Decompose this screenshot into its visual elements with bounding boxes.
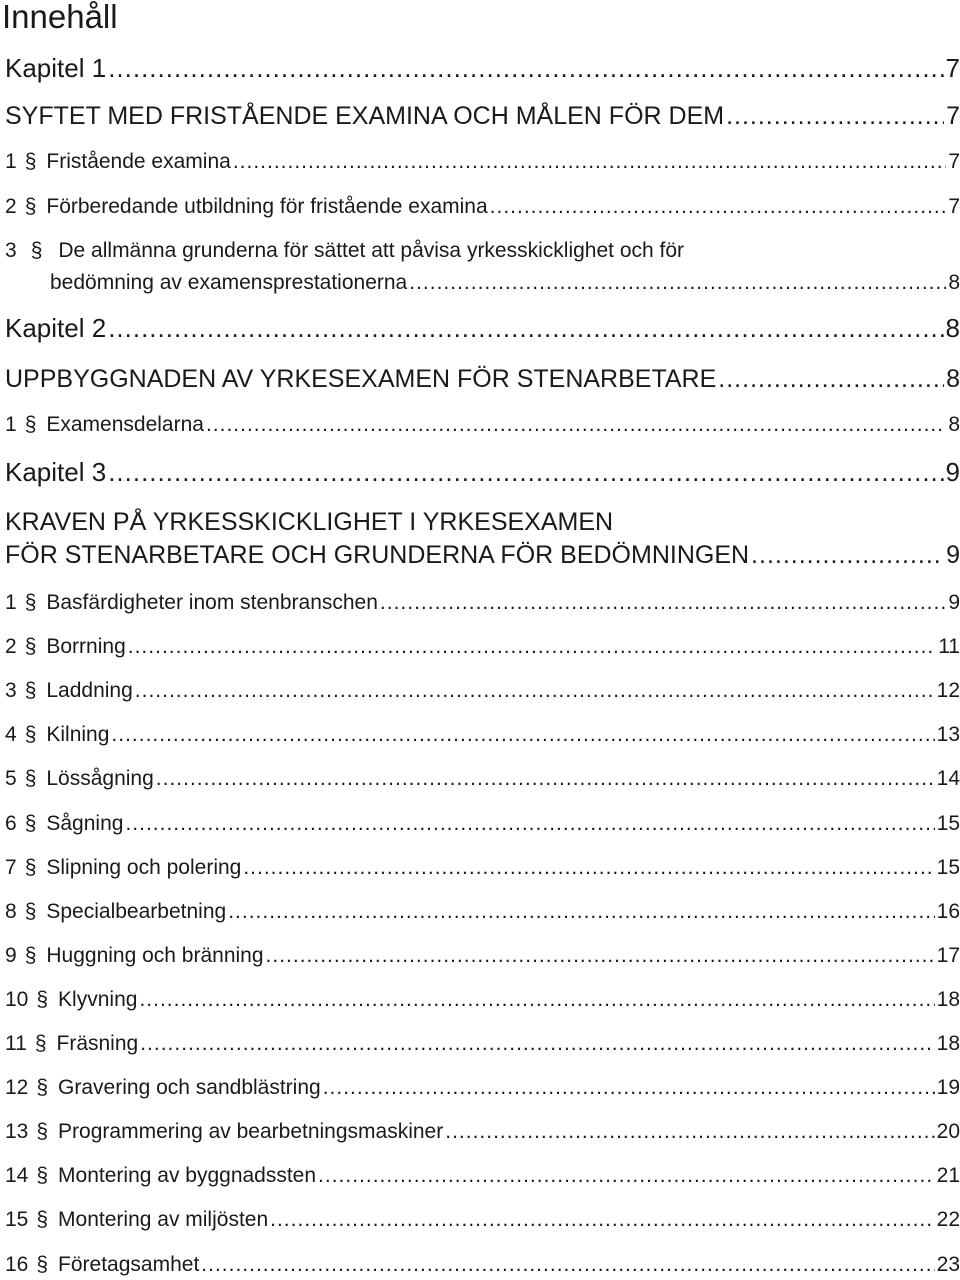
section-text: Slipning och polering (46, 855, 242, 879)
section-sign: § (36, 1076, 49, 1100)
section-text: Klyvning (58, 987, 138, 1011)
page-number: 7 (945, 53, 960, 83)
page-number: 15 (936, 811, 960, 835)
page-number: 17 (936, 943, 960, 967)
heading-line1: KRAVEN PÅ YRKESSKICKLIGHET I YRKESEXAMEN (5, 508, 614, 536)
page-number: 23 (936, 1252, 960, 1276)
section-sign: § (24, 943, 37, 967)
section-number: 14 (5, 1164, 29, 1188)
dot-leader (201, 1250, 934, 1280)
page-number: 8 (948, 271, 960, 294)
section-number: 9 (5, 943, 17, 967)
dot-leader (156, 764, 935, 794)
section-text: Examensdelarna (46, 413, 204, 436)
dot-leader (266, 941, 935, 971)
section-sign: § (24, 150, 37, 173)
toc-entry-section[interactable] (5, 410, 960, 440)
section-number: 6 (5, 811, 17, 835)
entry-label (5, 764, 154, 794)
section-sign: § (36, 1252, 49, 1276)
page-number: 20 (936, 1120, 960, 1144)
entry-label (5, 1073, 321, 1103)
toc-entry-section[interactable] (5, 853, 960, 883)
section-text: Laddning (46, 679, 133, 703)
section-sign: § (36, 1164, 49, 1188)
dot-leader (323, 1073, 935, 1103)
dot-leader (751, 538, 944, 572)
dot-leader (409, 268, 946, 298)
section-number: 3 (5, 679, 17, 703)
toc-entry-chapter-2[interactable] (5, 311, 960, 345)
toc-entry-section[interactable] (5, 809, 960, 839)
section-text: Kilning (46, 723, 110, 747)
toc-entry-chapter-1[interactable] (5, 51, 960, 85)
section-text: Huggning och bränning (46, 943, 264, 967)
entry-label (5, 897, 226, 927)
entry-label (5, 720, 109, 750)
dot-leader (445, 1117, 934, 1147)
page-number: 14 (936, 767, 960, 791)
toc-title: Innehåll (2, 0, 118, 35)
entry-label: Kapitel 1 (5, 53, 107, 83)
toc-entry-section[interactable] (5, 1073, 960, 1103)
page-number: 13 (936, 723, 960, 747)
section-number: 3 (5, 239, 17, 262)
entry-label (5, 1250, 199, 1280)
toc-entry-section[interactable] (5, 1250, 960, 1280)
entry-label (5, 941, 264, 971)
section-number: 13 (5, 1120, 29, 1144)
page-number: 12 (936, 679, 960, 703)
toc-entry-section-multiline[interactable] (5, 236, 684, 266)
toc-entry-section-multiline-cont[interactable] (50, 268, 960, 298)
entry-label (5, 853, 241, 883)
section-text: Borrning (46, 635, 126, 659)
page-number: 8 (946, 365, 960, 393)
dot-leader (490, 192, 947, 222)
section-text: Gravering och sandblästring (58, 1076, 321, 1100)
entry-label (5, 1205, 268, 1235)
page-number: 18 (936, 987, 960, 1011)
toc-entry-heading-2[interactable] (5, 362, 960, 396)
toc-entry-section[interactable] (5, 1117, 960, 1147)
toc-entry-section[interactable] (5, 941, 960, 971)
section-number: 11 (5, 1032, 27, 1055)
section-number: 1 (5, 591, 17, 614)
page-number: 9 (945, 457, 960, 487)
dot-leader (125, 809, 934, 839)
section-sign: § (30, 239, 43, 262)
section-sign: § (24, 899, 37, 923)
heading-line2: FÖR STENARBETARE OCH GRUNDERNA FÖR BEDÖMNINGEN (5, 541, 750, 569)
dot-leader (108, 51, 943, 85)
page-number: 22 (936, 1208, 960, 1232)
section-sign: § (24, 811, 37, 835)
entry-label (5, 588, 378, 618)
section-sign: § (36, 1208, 49, 1232)
page-number: 7 (946, 102, 960, 130)
page-number: 9 (946, 541, 960, 569)
toc-entry-section[interactable] (5, 985, 960, 1015)
toc-entry-heading-3-cont[interactable] (5, 538, 960, 572)
section-number: 12 (5, 1076, 29, 1100)
dot-leader (718, 362, 944, 396)
section-number: 2 (5, 635, 17, 659)
toc-entry-chapter-3[interactable] (5, 455, 960, 489)
section-number: 16 (5, 1252, 29, 1276)
dot-leader (228, 897, 934, 927)
page-number: 19 (936, 1076, 960, 1100)
page-number: 11 (938, 635, 960, 659)
section-sign: § (24, 855, 37, 879)
section-sign: § (34, 1032, 47, 1055)
page-number: 8 (948, 413, 960, 436)
page-number: 16 (936, 899, 960, 923)
section-number: 5 (5, 767, 17, 791)
toc-entry-section[interactable] (5, 1205, 960, 1235)
entry-label (5, 1117, 443, 1147)
section-sign: § (24, 413, 37, 436)
section-number: 1 (5, 413, 17, 436)
section-text-line1: De allmänna grunderna för sättet att påvisa yrkesskicklighet och för (58, 239, 685, 262)
entry-label (5, 147, 231, 177)
section-text: Lössågning (46, 767, 154, 791)
section-sign: § (24, 591, 37, 614)
section-number: 4 (5, 723, 17, 747)
section-sign: § (36, 987, 49, 1011)
toc-entry-heading-3[interactable] (5, 505, 613, 539)
toc-entry-section[interactable] (5, 897, 960, 927)
section-number: 2 (5, 195, 17, 218)
dot-leader (108, 311, 943, 345)
section-sign: § (24, 679, 37, 703)
page-number: 9 (948, 591, 960, 614)
section-number: 15 (5, 1208, 29, 1232)
dot-leader (128, 632, 936, 662)
toc-entry-section[interactable] (5, 147, 960, 177)
entry-label: SYFTET MED FRISTÅENDE EXAMINA OCH MÅLEN FÖR DEM (5, 102, 725, 130)
dot-leader (318, 1161, 935, 1191)
section-number: 8 (5, 899, 17, 923)
entry-label (5, 1029, 138, 1059)
section-sign: § (24, 635, 37, 659)
section-number: 7 (5, 855, 17, 879)
section-text: Fristående examina (46, 150, 231, 173)
page-number: 15 (936, 855, 960, 879)
entry-label: Kapitel 3 (5, 457, 107, 487)
section-text: Montering av byggnadssten (58, 1164, 317, 1188)
toc-entry-section[interactable] (5, 632, 960, 662)
entry-label (5, 1161, 316, 1191)
page-number: 21 (936, 1164, 960, 1188)
entry-label: UPPBYGGNADEN AV YRKESEXAMEN FÖR STENARBETARE (5, 365, 717, 393)
section-text-line2: bedömning av examensprestationerna (50, 271, 408, 294)
section-sign: § (24, 195, 37, 218)
entry-label (5, 985, 137, 1015)
section-text: Basfärdigheter inom stenbranschen (46, 591, 378, 614)
toc-entry-section[interactable] (5, 764, 960, 794)
toc-entry-section[interactable] (5, 1161, 960, 1191)
dot-leader (270, 1205, 935, 1235)
entry-label: Kapitel 2 (5, 313, 107, 343)
toc-entry-section[interactable] (5, 720, 960, 750)
section-text: Specialbearbetning (46, 899, 227, 923)
page-number: 7 (948, 195, 960, 218)
page-number: 7 (948, 150, 960, 173)
section-number: 10 (5, 987, 29, 1011)
section-text: Montering av miljösten (58, 1208, 269, 1232)
section-sign: § (36, 1120, 49, 1144)
page-number: 8 (945, 313, 960, 343)
page-number: 18 (936, 1032, 960, 1055)
dot-leader (233, 147, 947, 177)
section-text: Programmering av bearbetningsmaskiner (58, 1120, 444, 1144)
entry-label (5, 676, 133, 706)
dot-leader (135, 676, 935, 706)
section-text: Förberedande utbildning för fristående examina (46, 195, 488, 218)
toc-entry-section[interactable] (5, 1029, 960, 1059)
toc-entry-section[interactable] (5, 192, 960, 222)
toc-entry-section[interactable] (5, 676, 960, 706)
section-text: Sågning (46, 811, 124, 835)
dot-leader (139, 985, 934, 1015)
section-number: 1 (5, 150, 17, 173)
dot-leader (111, 720, 934, 750)
section-text: Fräsning (56, 1032, 139, 1055)
dot-leader (243, 853, 934, 883)
section-text: Företagsamhet (58, 1252, 200, 1276)
dot-leader (108, 455, 943, 489)
entry-label (5, 809, 123, 839)
section-sign: § (24, 723, 37, 747)
dot-leader (380, 588, 946, 618)
toc-entry-section[interactable] (5, 588, 960, 618)
entry-label (5, 632, 126, 662)
toc-entry-heading-1[interactable] (5, 99, 960, 133)
entry-label (5, 410, 204, 440)
entry-label (5, 192, 488, 222)
dot-leader (140, 1029, 934, 1059)
section-sign: § (24, 767, 37, 791)
dot-leader (206, 410, 946, 440)
dot-leader (726, 99, 944, 133)
